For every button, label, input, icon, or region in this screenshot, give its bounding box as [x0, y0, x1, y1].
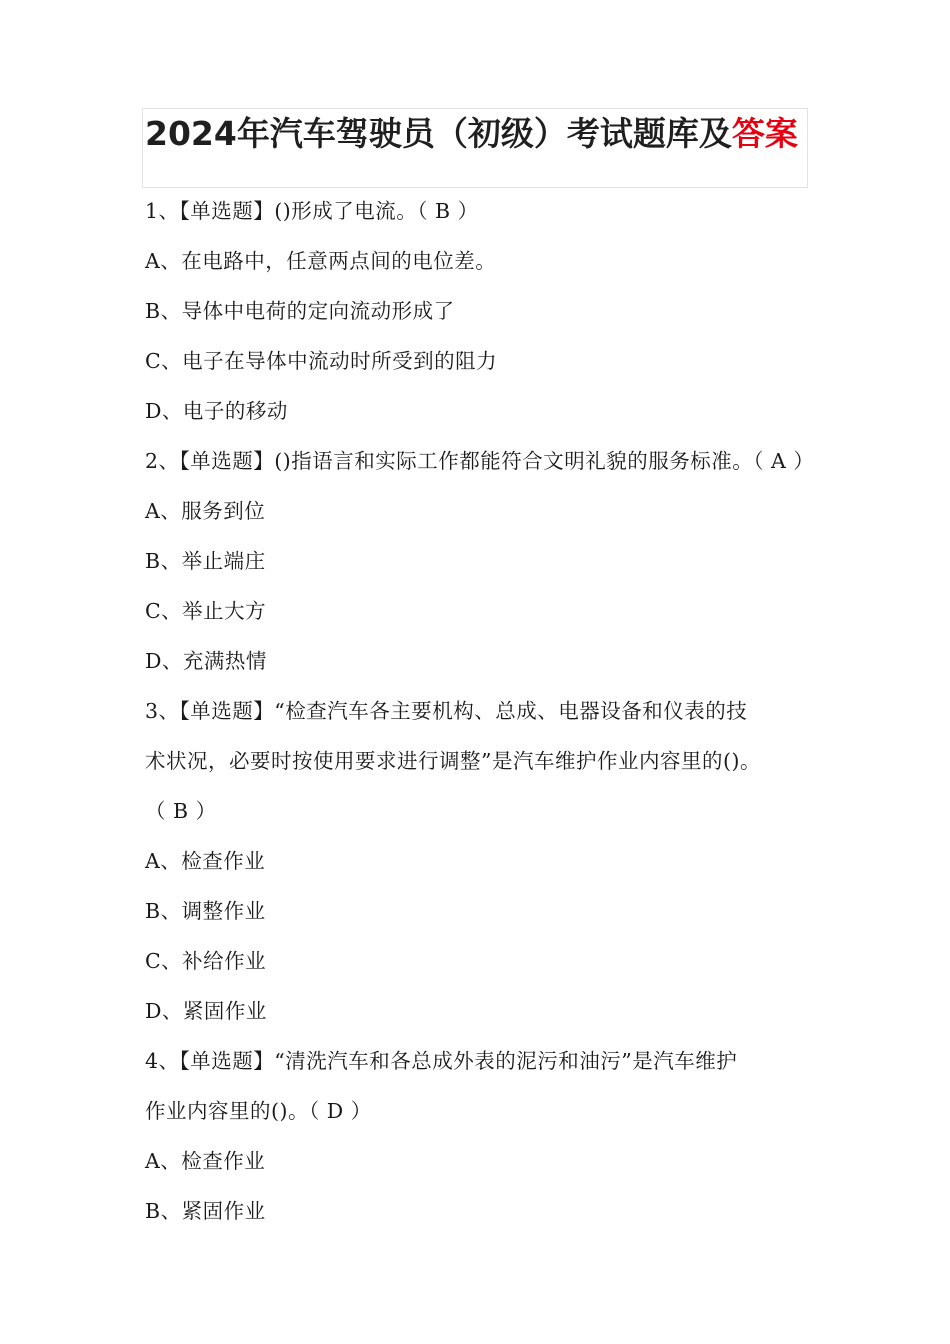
title-main-text: 2024年汽车驾驶员（初级）考试题库及 [145, 114, 732, 153]
question-2-option-d: D、充满热情 [145, 649, 267, 673]
question-3-stem-line-2: 术状况，必要时按使用要求进行调整”是汽车维护作业内容里的()。 [145, 749, 761, 773]
document-title [145, 112, 798, 156]
question-3-stem-line-1: 3、【单选题】“检查汽车各主要机构、总成、电器设备和仪表的技 [145, 699, 748, 723]
question-4-stem-line-1: 4、【单选题】“清洗汽车和各总成外表的泥污和油污”是汽车维护 [145, 1049, 738, 1073]
question-3-option-a: A、检查作业 [145, 849, 266, 873]
question-4-stem-line-2: 作业内容里的()。（ D ） [145, 1099, 372, 1123]
question-3-option-c: C、补给作业 [145, 949, 267, 973]
question-1-option-b: B、导体中电荷的定向流动形成了 [145, 299, 455, 323]
question-2-option-a: A、服务到位 [145, 499, 266, 523]
question-3-option-d: D、紧固作业 [145, 999, 267, 1023]
question-3-answer: （ B ） [145, 799, 217, 823]
question-1-option-d: D、电子的移动 [145, 399, 288, 423]
title-accent-text: 答案 [731, 114, 798, 153]
question-content [145, 186, 845, 1236]
question-1-option-c: C、电子在导体中流动时所受到的阻力 [145, 349, 498, 373]
question-2-option-b: B、举止端庄 [145, 549, 266, 573]
question-2-option-c: C、举止大方 [145, 599, 267, 623]
question-3-option-b: B、调整作业 [145, 899, 266, 923]
question-1-stem: 1、【单选题】()形成了电流。（ B ） [145, 199, 479, 223]
question-4-option-b: B、紧固作业 [145, 1199, 266, 1223]
question-2-stem: 2、【单选题】()指语言和实际工作都能符合文明礼貌的服务标准。（ A ） [145, 449, 815, 473]
question-1-option-a: A、在电路中，任意两点间的电位差。 [145, 249, 497, 273]
question-4-option-a: A、检查作业 [145, 1149, 266, 1173]
